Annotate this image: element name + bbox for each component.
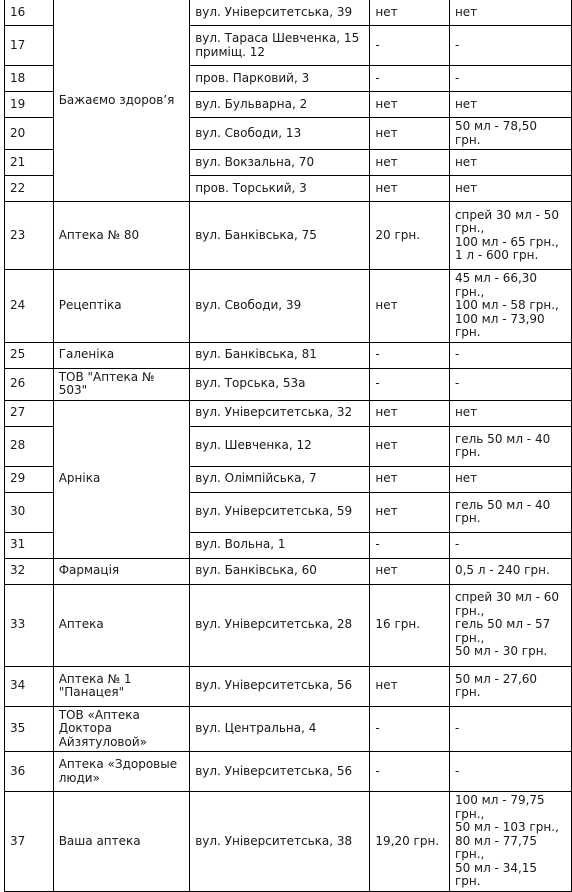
row-number: 33	[5, 584, 54, 666]
price-2: спрей 30 мл - 50 грн., 100 мл - 65 грн., 1 л - 600 грн.	[449, 202, 571, 270]
price-2: -	[449, 26, 571, 66]
price-2: -	[449, 532, 571, 558]
address: пров. Парковий, 3	[190, 66, 370, 92]
table-row	[5, 792, 572, 892]
price-2: 100 мл - 79,75 грн., 50 мл - 103 грн., 80 мл - 77,75 грн., 50 мл - 34,15 грн.	[449, 792, 571, 892]
table-row	[5, 0, 572, 26]
pharmacy-name: Аптека № 1 "Панацея"	[53, 666, 190, 706]
table-row	[5, 270, 572, 343]
address: вул. Університетська, 32	[190, 400, 370, 426]
address: вул. Торська, 53а	[190, 368, 370, 400]
row-number: 30	[5, 492, 54, 532]
price-2: гель 50 мл - 40 грн.	[449, 492, 571, 532]
row-number: 27	[5, 400, 54, 426]
address: вул. Банківська, 81	[190, 342, 370, 368]
pharmacy-name: Аптека № 80	[53, 202, 190, 270]
table-row	[5, 342, 572, 368]
pharmacy-name: Галеніка	[53, 342, 190, 368]
price-1: 19,20 грн.	[370, 792, 450, 892]
price-1: -	[370, 706, 450, 752]
price-2: 45 мл - 66,30 грн., 100 мл - 58 грн., 100 мл - 73,90 грн.	[449, 270, 571, 343]
table-row	[5, 584, 572, 666]
price-1: нет	[370, 270, 450, 343]
price-2: нет	[449, 400, 571, 426]
pharmacy-name: ТОВ "Аптека № 503"	[53, 368, 190, 400]
row-number: 19	[5, 92, 54, 118]
price-1: нет	[370, 118, 450, 150]
row-number: 35	[5, 706, 54, 752]
pharmacy-name: Рецептіка	[53, 270, 190, 343]
row-number: 18	[5, 66, 54, 92]
address: вул. Бульварна, 2	[190, 92, 370, 118]
address: вул. Вольна, 1	[190, 532, 370, 558]
pharmacy-name: Аптека «Здоровые люди»	[53, 752, 190, 792]
price-1: -	[370, 26, 450, 66]
price-2: -	[449, 368, 571, 400]
address: пров. Торський, 3	[190, 176, 370, 202]
price-1: нет	[370, 492, 450, 532]
address: вул. Банківська, 60	[190, 558, 370, 584]
row-number: 24	[5, 270, 54, 343]
table-row	[5, 666, 572, 706]
pharmacy-table	[4, 0, 572, 892]
price-2: 50 мл - 78,50 грн.	[449, 118, 571, 150]
row-number: 25	[5, 342, 54, 368]
row-number: 17	[5, 26, 54, 66]
address: вул. Шевченка, 12	[190, 426, 370, 466]
price-2: -	[449, 752, 571, 792]
price-1: нет	[370, 558, 450, 584]
price-1: нет	[370, 400, 450, 426]
address: вул. Університетська, 56	[190, 752, 370, 792]
row-number: 29	[5, 466, 54, 492]
price-2: нет	[449, 150, 571, 176]
row-number: 21	[5, 150, 54, 176]
address: вул. Олімпійська, 7	[190, 466, 370, 492]
address: вул. Університетська, 56	[190, 666, 370, 706]
address: вул. Свободи, 13	[190, 118, 370, 150]
price-2: -	[449, 66, 571, 92]
price-2: -	[449, 342, 571, 368]
price-2: 50 мл - 27,60 грн.	[449, 666, 571, 706]
price-2: нет	[449, 466, 571, 492]
price-1: -	[370, 66, 450, 92]
price-1: 20 грн.	[370, 202, 450, 270]
price-1: нет	[370, 466, 450, 492]
row-number: 31	[5, 532, 54, 558]
pharmacy-name: Аптека	[53, 584, 190, 666]
row-number: 22	[5, 176, 54, 202]
row-number: 37	[5, 792, 54, 892]
pharmacy-name: Фармація	[53, 558, 190, 584]
address: вул. Центральна, 4	[190, 706, 370, 752]
price-1: нет	[370, 426, 450, 466]
row-number: 16	[5, 0, 54, 26]
price-2: нет	[449, 0, 571, 26]
address: вул. Університетська, 38	[190, 792, 370, 892]
price-1: нет	[370, 92, 450, 118]
pharmacy-name: ТОВ «Аптека Доктора Айзятуловой»	[53, 706, 190, 752]
price-1: нет	[370, 666, 450, 706]
price-2: нет	[449, 92, 571, 118]
price-1: 16 грн.	[370, 584, 450, 666]
table-row	[5, 706, 572, 752]
table-row	[5, 202, 572, 270]
price-1: -	[370, 532, 450, 558]
price-2: спрей 30 мл - 60 грн., гель 50 мл - 57 грн., 50 мл - 30 грн.	[449, 584, 571, 666]
table-row	[5, 368, 572, 400]
address: вул. Свободи, 39	[190, 270, 370, 343]
address: вул. Університетська, 39	[190, 0, 370, 26]
address: вул. Банківська, 75	[190, 202, 370, 270]
price-1: нет	[370, 176, 450, 202]
address: вул. Вокзальна, 70	[190, 150, 370, 176]
table-row	[5, 400, 572, 426]
pharmacy-name: Ваша аптека	[53, 792, 190, 892]
price-1: -	[370, 752, 450, 792]
row-number: 28	[5, 426, 54, 466]
row-number: 32	[5, 558, 54, 584]
address: вул. Тараса Шевченка, 15 приміщ. 12	[190, 26, 370, 66]
price-2: -	[449, 706, 571, 752]
price-1: нет	[370, 150, 450, 176]
price-2: 0,5 л - 240 грн.	[449, 558, 571, 584]
address: вул. Університетська, 59	[190, 492, 370, 532]
price-1: -	[370, 342, 450, 368]
price-2: нет	[449, 176, 571, 202]
address: вул. Університетська, 28	[190, 584, 370, 666]
row-number: 23	[5, 202, 54, 270]
table-row	[5, 752, 572, 792]
row-number: 26	[5, 368, 54, 400]
price-2: гель 50 мл - 40 грн.	[449, 426, 571, 466]
pharmacy-name: Арніка	[53, 400, 190, 558]
row-number: 20	[5, 118, 54, 150]
price-1: -	[370, 368, 450, 400]
pharmacy-name: Бажаємо здоров’я	[53, 0, 190, 202]
row-number: 34	[5, 666, 54, 706]
row-number: 36	[5, 752, 54, 792]
price-1: нет	[370, 0, 450, 26]
table-row	[5, 558, 572, 584]
